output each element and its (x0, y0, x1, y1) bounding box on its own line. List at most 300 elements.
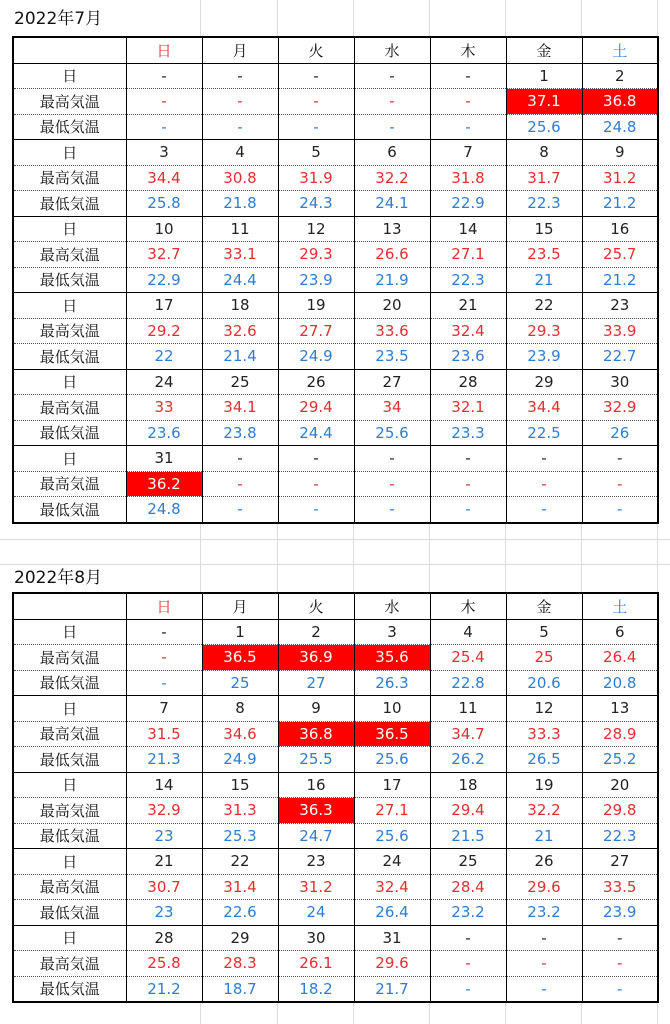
weekday-header-cell[interactable]: 水 (354, 593, 430, 619)
date-cell[interactable]: 17 (126, 293, 202, 319)
date-cell[interactable]: 18 (430, 772, 506, 798)
date-cell[interactable]: - (278, 446, 354, 472)
weekday-header-cell[interactable]: 土 (582, 37, 658, 63)
high-temp-cell[interactable]: 36.3 (278, 798, 354, 824)
high-temp-cell[interactable]: 30.7 (126, 874, 202, 900)
high-temp-row (13, 951, 658, 977)
date-row (13, 140, 658, 166)
date-label-cell[interactable]: 日 (13, 63, 126, 89)
date-cell[interactable]: 9 (582, 140, 658, 166)
date-cell[interactable]: 4 (202, 140, 278, 166)
high-temp-cell[interactable]: 26.4 (582, 645, 658, 671)
low-temp-cell[interactable]: 22.5 (506, 420, 582, 446)
date-row (13, 696, 658, 722)
high-temp-cell[interactable]: 29.3 (278, 242, 354, 268)
high-temp-cell[interactable]: 27.7 (278, 318, 354, 344)
date-cell[interactable]: 30 (278, 925, 354, 951)
date-cell[interactable]: 8 (506, 140, 582, 166)
date-cell[interactable]: 18 (202, 293, 278, 319)
high-temp-cell[interactable]: - (278, 89, 354, 115)
low-temp-cell[interactable]: 26.2 (430, 747, 506, 773)
high-temp-cell[interactable]: 36.9 (278, 645, 354, 671)
high-temp-row (13, 721, 658, 747)
high-temp-cell[interactable]: 25.8 (126, 951, 202, 977)
high-temp-cell[interactable]: 34.1 (202, 395, 278, 421)
date-cell[interactable]: 24 (126, 369, 202, 395)
low-temp-label-cell[interactable]: 最低気温 (13, 900, 126, 926)
weekday-header-cell[interactable]: 土 (582, 593, 658, 619)
low-temp-label-cell[interactable]: 最低気温 (13, 267, 126, 293)
low-temp-cell[interactable]: - (202, 114, 278, 140)
high-temp-cell[interactable]: 23.5 (506, 242, 582, 268)
high-temp-cell[interactable]: 34 (354, 395, 430, 421)
low-temp-cell[interactable]: - (126, 114, 202, 140)
low-temp-cell[interactable]: - (354, 114, 430, 140)
low-temp-cell[interactable]: 25.3 (202, 823, 278, 849)
low-temp-cell[interactable]: 22.6 (202, 900, 278, 926)
date-label-cell[interactable]: 日 (13, 140, 126, 166)
weekday-header-cell[interactable]: 木 (430, 593, 506, 619)
high-temp-cell[interactable]: 33.6 (354, 318, 430, 344)
high-temp-cell[interactable]: 34.6 (202, 721, 278, 747)
date-cell[interactable]: 11 (202, 216, 278, 242)
high-temp-cell[interactable]: 33.9 (582, 318, 658, 344)
high-temp-cell[interactable]: 31.5 (126, 721, 202, 747)
date-cell[interactable]: - (278, 63, 354, 89)
low-temp-cell[interactable]: 21.4 (202, 344, 278, 370)
date-cell[interactable]: 10 (126, 216, 202, 242)
low-temp-label-cell[interactable]: 最低気温 (13, 670, 126, 696)
low-temp-cell[interactable]: 21.2 (126, 976, 202, 1002)
high-temp-cell[interactable]: 34.4 (506, 395, 582, 421)
weekday-header-cell[interactable]: 火 (278, 593, 354, 619)
low-temp-row (13, 747, 658, 773)
date-cell[interactable]: - (430, 925, 506, 951)
low-temp-cell[interactable]: 23.2 (506, 900, 582, 926)
high-temp-cell[interactable]: 32.2 (354, 165, 430, 191)
low-temp-label-cell[interactable]: 最低気温 (13, 114, 126, 140)
date-cell[interactable]: 29 (202, 925, 278, 951)
date-label-cell[interactable]: 日 (13, 772, 126, 798)
low-temp-cell[interactable]: 22.3 (430, 267, 506, 293)
low-temp-cell[interactable]: 23.6 (126, 420, 202, 446)
high-temp-cell[interactable]: 32.4 (354, 874, 430, 900)
low-temp-cell[interactable]: 21.3 (126, 747, 202, 773)
date-cell[interactable]: 7 (430, 140, 506, 166)
high-temp-cell[interactable]: 34.7 (430, 721, 506, 747)
date-cell[interactable]: 3 (354, 619, 430, 645)
date-cell[interactable]: 1 (202, 619, 278, 645)
high-temp-cell[interactable]: - (582, 471, 658, 497)
high-temp-cell[interactable]: 29.2 (126, 318, 202, 344)
date-cell[interactable]: - (354, 63, 430, 89)
low-temp-cell[interactable]: 24.7 (278, 823, 354, 849)
date-cell[interactable]: 23 (582, 293, 658, 319)
low-temp-row (13, 344, 658, 370)
date-label-cell[interactable]: 日 (13, 925, 126, 951)
weekday-header-cell[interactable]: 月 (202, 593, 278, 619)
high-temp-cell[interactable]: 31.2 (278, 874, 354, 900)
low-temp-row (13, 900, 658, 926)
high-temp-cell[interactable]: 31.3 (202, 798, 278, 824)
date-cell[interactable]: 31 (126, 446, 202, 472)
high-temp-cell[interactable]: 32.4 (430, 318, 506, 344)
high-temp-label-cell[interactable]: 最高気温 (13, 798, 126, 824)
date-cell[interactable]: 14 (126, 772, 202, 798)
weekday-header-cell[interactable]: 金 (506, 593, 582, 619)
low-temp-cell[interactable]: 21.7 (354, 976, 430, 1002)
high-temp-cell[interactable]: - (202, 471, 278, 497)
low-temp-row (13, 420, 658, 446)
low-temp-cell[interactable]: - (278, 114, 354, 140)
low-temp-cell[interactable]: 23 (126, 823, 202, 849)
low-temp-cell[interactable]: 21 (506, 267, 582, 293)
date-cell[interactable]: 22 (202, 849, 278, 875)
date-cell[interactable]: 25 (430, 849, 506, 875)
high-temp-row (13, 89, 658, 115)
date-label-cell[interactable]: 日 (13, 849, 126, 875)
low-temp-cell[interactable]: - (582, 497, 658, 523)
date-label-cell[interactable]: 日 (13, 369, 126, 395)
high-temp-cell[interactable]: 25 (506, 645, 582, 671)
date-cell[interactable]: 27 (582, 849, 658, 875)
low-temp-cell[interactable]: - (430, 976, 506, 1002)
date-cell[interactable]: 11 (430, 696, 506, 722)
date-cell[interactable]: 7 (126, 696, 202, 722)
high-temp-cell[interactable]: 31.9 (278, 165, 354, 191)
high-temp-label-cell[interactable]: 最高気温 (13, 951, 126, 977)
low-temp-cell[interactable]: 18.7 (202, 976, 278, 1002)
high-temp-cell[interactable]: 33.3 (506, 721, 582, 747)
date-cell[interactable]: - (126, 63, 202, 89)
date-cell[interactable]: 8 (202, 696, 278, 722)
high-temp-cell[interactable]: 29.8 (582, 798, 658, 824)
date-label-cell[interactable]: 日 (13, 446, 126, 472)
high-temp-cell[interactable]: 37.1 (506, 89, 582, 115)
high-temp-cell[interactable]: 36.8 (582, 89, 658, 115)
high-temp-cell[interactable]: 32.2 (506, 798, 582, 824)
low-temp-cell[interactable]: 23 (126, 900, 202, 926)
high-temp-label-cell[interactable]: 最高気温 (13, 318, 126, 344)
low-temp-cell[interactable]: 21.5 (430, 823, 506, 849)
low-temp-cell[interactable]: 24.4 (202, 267, 278, 293)
low-temp-cell[interactable]: - (126, 670, 202, 696)
high-temp-cell[interactable]: - (506, 951, 582, 977)
low-temp-cell[interactable]: 23.5 (354, 344, 430, 370)
high-temp-cell[interactable]: - (354, 471, 430, 497)
date-cell[interactable]: - (354, 446, 430, 472)
date-cell[interactable]: - (430, 446, 506, 472)
low-temp-cell[interactable]: 20.6 (506, 670, 582, 696)
high-temp-cell[interactable]: - (430, 89, 506, 115)
low-temp-cell[interactable]: 22.9 (126, 267, 202, 293)
low-temp-label-cell[interactable]: 最低気温 (13, 420, 126, 446)
high-temp-cell[interactable]: 29.4 (430, 798, 506, 824)
low-temp-row (13, 497, 658, 523)
high-temp-label-cell[interactable]: 最高気温 (13, 395, 126, 421)
low-temp-label-cell[interactable]: 最低気温 (13, 823, 126, 849)
date-cell[interactable]: 3 (126, 140, 202, 166)
date-cell[interactable]: 21 (430, 293, 506, 319)
date-cell[interactable]: - (582, 446, 658, 472)
weekday-header-cell[interactable]: 木 (430, 37, 506, 63)
high-temp-cell[interactable]: 32.9 (126, 798, 202, 824)
date-label-cell[interactable]: 日 (13, 619, 126, 645)
weekday-header-cell[interactable]: 火 (278, 37, 354, 63)
high-temp-cell[interactable]: 25.7 (582, 242, 658, 268)
low-temp-cell[interactable]: 23.9 (582, 900, 658, 926)
date-cell[interactable]: 26 (506, 849, 582, 875)
high-temp-cell[interactable]: 32.1 (430, 395, 506, 421)
low-temp-cell[interactable]: 25.8 (126, 191, 202, 217)
low-temp-cell[interactable]: 25.6 (354, 823, 430, 849)
high-temp-label-cell[interactable]: 最高気温 (13, 645, 126, 671)
low-temp-cell[interactable]: 18.2 (278, 976, 354, 1002)
high-temp-label-cell[interactable]: 最高気温 (13, 242, 126, 268)
date-cell[interactable]: 16 (582, 216, 658, 242)
low-temp-cell[interactable]: 25.6 (354, 747, 430, 773)
date-cell[interactable]: 12 (278, 216, 354, 242)
low-temp-cell[interactable]: 23.9 (506, 344, 582, 370)
high-temp-cell[interactable]: 33.5 (582, 874, 658, 900)
low-temp-label-cell[interactable]: 最低気温 (13, 191, 126, 217)
date-cell[interactable]: 20 (582, 772, 658, 798)
date-cell[interactable]: 5 (278, 140, 354, 166)
low-temp-label-cell[interactable]: 最低気温 (13, 497, 126, 523)
date-cell[interactable]: 28 (430, 369, 506, 395)
date-cell[interactable]: - (506, 925, 582, 951)
date-cell[interactable]: 27 (354, 369, 430, 395)
weekday-header-row (13, 37, 658, 63)
low-temp-row (13, 114, 658, 140)
high-temp-cell[interactable]: 31.7 (506, 165, 582, 191)
high-temp-label-cell[interactable]: 最高気温 (13, 874, 126, 900)
high-temp-cell[interactable]: 36.2 (126, 471, 202, 497)
low-temp-cell[interactable]: - (506, 497, 582, 523)
high-temp-cell[interactable]: 26.1 (278, 951, 354, 977)
high-temp-cell[interactable]: - (126, 645, 202, 671)
date-cell[interactable]: 28 (126, 925, 202, 951)
high-temp-cell[interactable]: 36.5 (354, 721, 430, 747)
high-temp-cell[interactable]: 36.8 (278, 721, 354, 747)
date-cell[interactable]: 19 (278, 293, 354, 319)
date-label-cell[interactable]: 日 (13, 293, 126, 319)
high-temp-cell[interactable]: 27.1 (354, 798, 430, 824)
low-temp-cell[interactable]: 24.9 (202, 747, 278, 773)
date-cell[interactable]: 10 (354, 696, 430, 722)
high-temp-cell[interactable]: 32.9 (582, 395, 658, 421)
date-row (13, 63, 658, 89)
high-temp-cell[interactable]: 32.7 (126, 242, 202, 268)
date-cell[interactable]: 21 (126, 849, 202, 875)
date-label-cell[interactable]: 日 (13, 696, 126, 722)
date-cell[interactable]: 6 (354, 140, 430, 166)
low-temp-cell[interactable]: - (582, 976, 658, 1002)
low-temp-cell[interactable]: 24.3 (278, 191, 354, 217)
low-temp-cell[interactable]: 26 (582, 420, 658, 446)
date-cell[interactable]: 4 (430, 619, 506, 645)
low-temp-cell[interactable]: 25.5 (278, 747, 354, 773)
high-temp-cell[interactable]: 33.1 (202, 242, 278, 268)
date-cell[interactable]: 30 (582, 369, 658, 395)
high-temp-cell[interactable]: 31.4 (202, 874, 278, 900)
low-temp-cell[interactable]: 23.9 (278, 267, 354, 293)
high-temp-label-cell[interactable]: 最高気温 (13, 721, 126, 747)
high-temp-cell[interactable]: 27.1 (430, 242, 506, 268)
low-temp-cell[interactable]: 25.6 (354, 420, 430, 446)
date-label-cell[interactable]: 日 (13, 216, 126, 242)
high-temp-label-cell[interactable]: 最高気温 (13, 89, 126, 115)
weekday-header-cell[interactable]: 日 (126, 37, 202, 63)
high-temp-row (13, 471, 658, 497)
low-temp-cell[interactable]: 26.5 (506, 747, 582, 773)
high-temp-cell[interactable]: 33 (126, 395, 202, 421)
high-temp-cell[interactable]: - (582, 951, 658, 977)
date-cell[interactable]: 26 (278, 369, 354, 395)
date-cell[interactable]: 9 (278, 696, 354, 722)
date-cell[interactable]: - (582, 925, 658, 951)
low-temp-cell[interactable]: 21.2 (582, 267, 658, 293)
low-temp-cell[interactable]: 24.8 (126, 497, 202, 523)
low-temp-cell[interactable]: 24.4 (278, 420, 354, 446)
low-temp-label-cell[interactable]: 最低気温 (13, 976, 126, 1002)
date-cell[interactable]: 25 (202, 369, 278, 395)
high-temp-cell[interactable]: - (278, 471, 354, 497)
high-temp-cell[interactable]: 29.4 (278, 395, 354, 421)
low-temp-cell[interactable]: 20.8 (582, 670, 658, 696)
high-temp-cell[interactable]: 34.4 (126, 165, 202, 191)
high-temp-cell[interactable]: 35.6 (354, 645, 430, 671)
high-temp-cell[interactable]: 29.6 (506, 874, 582, 900)
date-cell[interactable]: 13 (354, 216, 430, 242)
date-cell[interactable]: 6 (582, 619, 658, 645)
date-cell[interactable]: 16 (278, 772, 354, 798)
low-temp-cell[interactable]: 24 (278, 900, 354, 926)
low-temp-cell[interactable]: 21.8 (202, 191, 278, 217)
date-cell[interactable]: 19 (506, 772, 582, 798)
high-temp-cell[interactable]: - (506, 471, 582, 497)
date-cell[interactable]: 13 (582, 696, 658, 722)
low-temp-cell[interactable]: - (430, 114, 506, 140)
grid-line (0, 539, 670, 540)
date-cell[interactable]: 31 (354, 925, 430, 951)
date-cell[interactable]: 29 (506, 369, 582, 395)
low-temp-cell[interactable]: - (506, 976, 582, 1002)
high-temp-cell[interactable]: 36.5 (202, 645, 278, 671)
high-temp-cell[interactable]: 28.3 (202, 951, 278, 977)
low-temp-label-cell[interactable]: 最低気温 (13, 344, 126, 370)
high-temp-cell[interactable]: 26.6 (354, 242, 430, 268)
high-temp-cell[interactable]: 29.6 (354, 951, 430, 977)
weekday-header-cell[interactable]: 月 (202, 37, 278, 63)
low-temp-cell[interactable]: 26.3 (354, 670, 430, 696)
low-temp-cell[interactable]: 23.2 (430, 900, 506, 926)
low-temp-cell[interactable]: 21.9 (354, 267, 430, 293)
high-temp-cell[interactable]: 28.9 (582, 721, 658, 747)
high-temp-cell[interactable]: - (430, 471, 506, 497)
low-temp-cell[interactable]: 23.3 (430, 420, 506, 446)
low-temp-cell[interactable]: 22 (126, 344, 202, 370)
high-temp-cell[interactable]: 31.8 (430, 165, 506, 191)
date-cell[interactable]: - (202, 63, 278, 89)
date-cell[interactable]: 22 (506, 293, 582, 319)
high-temp-cell[interactable]: 32.6 (202, 318, 278, 344)
high-temp-row (13, 242, 658, 268)
weekday-header-cell[interactable]: 水 (354, 37, 430, 63)
low-temp-cell[interactable]: 22.3 (582, 823, 658, 849)
low-temp-cell[interactable]: 23.6 (430, 344, 506, 370)
low-temp-label-cell[interactable]: 最低気温 (13, 747, 126, 773)
low-temp-row (13, 670, 658, 696)
low-temp-cell[interactable]: - (278, 497, 354, 523)
date-row (13, 369, 658, 395)
low-temp-cell[interactable]: 25.2 (582, 747, 658, 773)
low-temp-cell[interactable]: 22.7 (582, 344, 658, 370)
high-temp-label-cell[interactable]: 最高気温 (13, 471, 126, 497)
date-cell[interactable]: 15 (202, 772, 278, 798)
date-cell[interactable]: - (202, 446, 278, 472)
high-temp-cell[interactable]: - (430, 951, 506, 977)
low-temp-cell[interactable]: 21.2 (582, 191, 658, 217)
low-temp-cell[interactable]: 26.4 (354, 900, 430, 926)
high-temp-cell[interactable]: 28.4 (430, 874, 506, 900)
calendar-august (12, 592, 659, 1003)
low-temp-cell[interactable]: - (202, 497, 278, 523)
date-cell[interactable]: 1 (506, 63, 582, 89)
date-cell[interactable]: 5 (506, 619, 582, 645)
high-temp-cell[interactable]: - (202, 89, 278, 115)
high-temp-label-cell[interactable]: 最高気温 (13, 165, 126, 191)
low-temp-cell[interactable]: 25 (202, 670, 278, 696)
high-temp-cell[interactable]: 31.2 (582, 165, 658, 191)
date-cell[interactable]: 14 (430, 216, 506, 242)
date-cell[interactable]: 20 (354, 293, 430, 319)
high-temp-cell[interactable]: - (354, 89, 430, 115)
date-cell[interactable]: 2 (582, 63, 658, 89)
date-cell[interactable]: - (506, 446, 582, 472)
date-cell[interactable]: 23 (278, 849, 354, 875)
low-temp-cell[interactable]: 24.1 (354, 191, 430, 217)
date-cell[interactable]: 2 (278, 619, 354, 645)
low-temp-cell[interactable]: - (354, 497, 430, 523)
low-temp-cell[interactable]: 21 (506, 823, 582, 849)
high-temp-cell[interactable]: 25.4 (430, 645, 506, 671)
date-cell[interactable]: - (430, 63, 506, 89)
weekday-header-cell[interactable]: 金 (506, 37, 582, 63)
high-temp-row (13, 318, 658, 344)
low-temp-cell[interactable]: 27 (278, 670, 354, 696)
low-temp-cell[interactable]: 25.6 (506, 114, 582, 140)
low-temp-cell[interactable]: 24.9 (278, 344, 354, 370)
low-temp-cell[interactable]: 22.8 (430, 670, 506, 696)
date-cell[interactable]: 12 (506, 696, 582, 722)
date-cell[interactable]: 15 (506, 216, 582, 242)
header-corner-cell[interactable] (13, 593, 126, 619)
high-temp-cell[interactable]: 30.8 (202, 165, 278, 191)
high-temp-cell[interactable]: - (126, 89, 202, 115)
low-temp-cell[interactable]: 24.8 (582, 114, 658, 140)
date-cell[interactable]: 17 (354, 772, 430, 798)
low-temp-cell[interactable]: 22.9 (430, 191, 506, 217)
header-corner-cell[interactable] (13, 37, 126, 63)
date-cell[interactable]: - (126, 619, 202, 645)
high-temp-cell[interactable]: 29.3 (506, 318, 582, 344)
weekday-header-cell[interactable]: 日 (126, 593, 202, 619)
low-temp-cell[interactable]: - (430, 497, 506, 523)
low-temp-cell[interactable]: 23.8 (202, 420, 278, 446)
low-temp-cell[interactable]: 22.3 (506, 191, 582, 217)
date-cell[interactable]: 24 (354, 849, 430, 875)
